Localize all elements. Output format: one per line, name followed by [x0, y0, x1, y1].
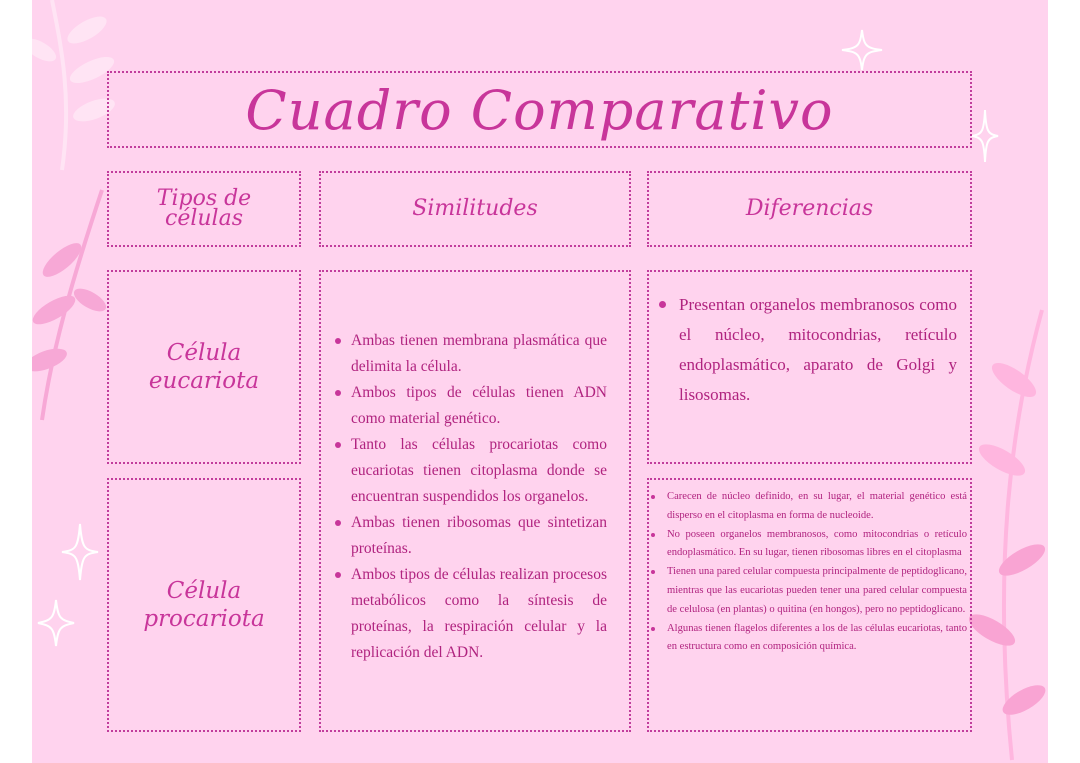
similitudes-list: [351, 328, 607, 666]
row-label-eucariota: Célula eucariota: [148, 340, 260, 394]
list-item: Ambas tienen ribosomas que sintetizan proteínas.: [351, 510, 607, 562]
title-box: [107, 71, 972, 148]
worksheet-page: [32, 0, 1048, 763]
row-eucariota-box: [107, 270, 301, 464]
diferencias-eucariota-list: [679, 290, 957, 410]
sparkle-icon: [60, 522, 100, 582]
list-item: Tienen una pared celular compuesta principalmente de peptidoglicano, mientras que las eucariotas pueden tener una pared celular compuesta de celulosa (en plantas) o quitina (en hongos), pero no peptidoglicano.: [667, 563, 967, 619]
header-tipos-box: [107, 171, 301, 247]
diferencias-procariota-box: [647, 478, 972, 732]
list-item: Ambos tipos de células tienen ADN como material genético.: [351, 380, 607, 432]
diferencias-procariota-list: [667, 488, 967, 657]
diferencias-eucariota-box: [647, 270, 972, 464]
page-title: Cuadro Comparativo: [245, 79, 834, 142]
header-similitudes-box: [319, 171, 631, 247]
list-item: No poseen organelos membranosos, como mitocondrias o retículo endoplasmático. En su lugar, tienen ribosomas libres en el citoplasma: [667, 526, 967, 564]
list-item: Tanto las células procariotas como eucariotas tienen citoplasma donde se encuentran suspendidos los organelos.: [351, 432, 607, 510]
header-tipos-de-celulas: [109, 186, 299, 231]
sparkle-icon: [36, 598, 76, 648]
list-item: Presentan organelos membranosos como el núcleo, mitocondrias, retículo endoplasmático, aparato de Golgi y lisosomas.: [679, 290, 957, 410]
sparkle-icon: [840, 28, 884, 72]
similitudes-box: [319, 270, 631, 732]
sparkle-icon: [970, 108, 1000, 164]
leaf-decoration-left: [32, 180, 112, 430]
header-similitudes: Similitudes: [412, 196, 538, 221]
list-item: Ambos tipos de células realizan procesos metabólicos como la síntesis de proteínas, la respiración celular y la replicación del ADN.: [351, 562, 607, 666]
list-item: Carecen de núcleo definido, en su lugar, el material genético está disperso en el citoplasma en forma de nucleoide.: [667, 488, 967, 526]
header-diferencias-box: [647, 171, 972, 247]
list-item: Algunas tienen flagelos diferentes a los de las células eucariotas, tanto en estructura como en composición química.: [667, 620, 967, 658]
row-label-procariota: Célula procariota: [143, 578, 265, 632]
header-diferencias: Diferencias: [745, 196, 874, 221]
header-tipos-label: Tipos de células: [156, 186, 252, 231]
list-item: Ambas tienen membrana plasmática que delimita la célula.: [351, 328, 607, 380]
row-procariota-box: [107, 478, 301, 732]
